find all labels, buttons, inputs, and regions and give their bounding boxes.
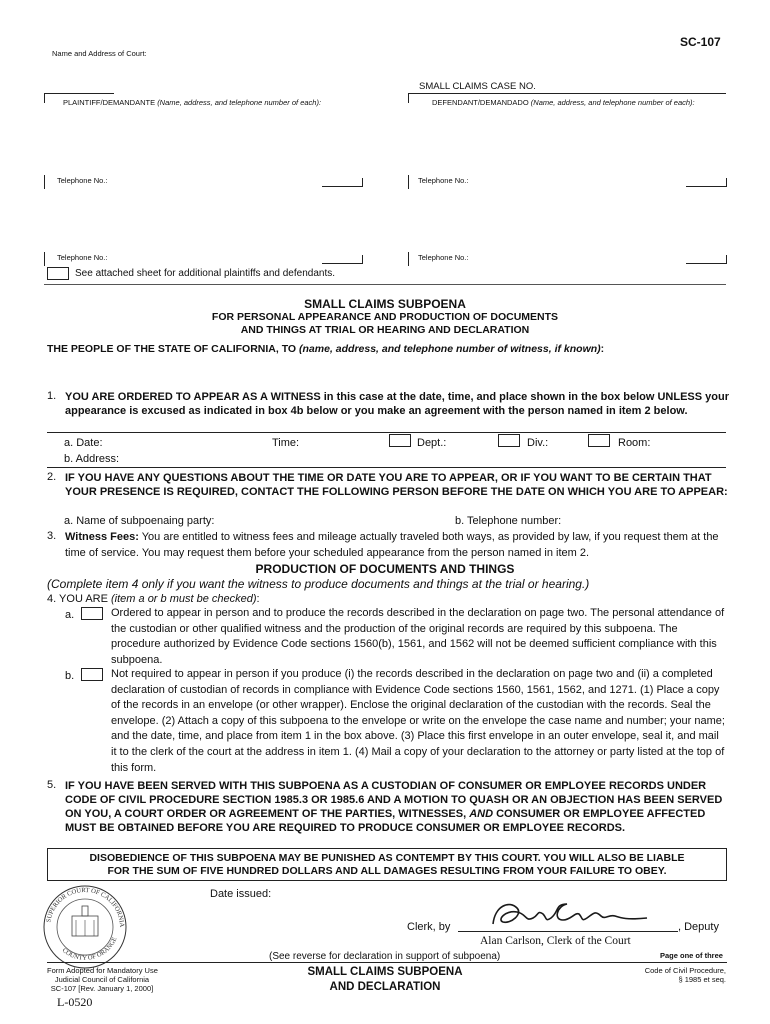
case-number-rule — [408, 93, 726, 94]
contempt-warning-line-2: FOR THE SUM OF FIVE HUNDRED DOLLARS AND ALL DAMAGES RESULTING FROM YOUR FAILURE TO OBEY. — [107, 865, 667, 877]
attached-sheet-label: See attached sheet for additional plaintiffs and defendants. — [75, 268, 336, 279]
item-4a-checkbox[interactable] — [81, 607, 103, 620]
code-reference: Code of Civil Procedure, § 1985 et seq. — [644, 966, 726, 984]
clerk-by-label: Clerk, by — [407, 921, 451, 933]
item-3-number: 3. — [47, 530, 57, 542]
form-subtitle-2: AND THINGS AT TRIAL OR HEARING AND DECLARATION — [240, 324, 530, 336]
contempt-warning-line-1: DISOBEDIENCE OF THIS SUBPOENA MAY BE PUNISHED AS CONTEMPT BY THIS COURT. YOU WILL ALSO BE LIABLE — [89, 852, 685, 864]
seal-text-bottom: COUNTY OF ORANGE — [60, 936, 119, 962]
attached-sheet-checkbox[interactable] — [47, 267, 69, 280]
reverse-note: (See reverse for declaration in support of subpoena) — [269, 951, 501, 962]
seal-text-top: SUPERIOR COURT OF CALIFORNIA — [45, 886, 126, 928]
room-box[interactable] — [588, 434, 610, 447]
production-subheading: (Complete item 4 only if you want the witness to produce documents and things at the trial or hearing.) — [47, 577, 590, 591]
people-line: THE PEOPLE OF THE STATE OF CALIFORNIA, TO (name, address, and telephone number of witness, if known): — [47, 343, 605, 355]
footer-divider — [47, 962, 727, 963]
clerk-signature-line — [458, 931, 678, 932]
dept-label: Dept.: — [417, 437, 447, 449]
item-4a-letter: a. — [65, 609, 75, 621]
tel-tick — [44, 252, 45, 266]
item-4b-checkbox[interactable] — [81, 668, 103, 681]
local-form-number: L-0520 — [57, 995, 93, 1009]
court-seal-icon — [30, 882, 140, 972]
tel-tick — [408, 175, 409, 189]
dept-box[interactable] — [389, 434, 411, 447]
div-box[interactable] — [498, 434, 520, 447]
clerk-name: Alan Carlson, Clerk of the Court — [480, 935, 631, 947]
production-heading: PRODUCTION OF DOCUMENTS AND THINGS — [255, 562, 515, 576]
item-4b-letter: b. — [65, 670, 75, 682]
plaintiff-telephone-label-2: Telephone No.: — [57, 253, 108, 262]
date-label: a. Date: — [64, 437, 103, 449]
item-2-number: 2. — [47, 471, 57, 483]
footer-title-1: SMALL CLAIMS SUBPOENA — [307, 966, 463, 978]
address-label: b. Address: — [64, 453, 120, 465]
header-divider — [44, 284, 726, 285]
item-4b-text: Not required to appear in person if you produce (i) the records described in the declaration on page two and (ii) a completed declaration of custodian of records in compliance with Evidence Code sections 1560, 1561, 1562, and 1271. (1) Place a copy of the records in an envelope (or other wrapper). Enclose the original declaration of the custodian with the records. Seal the envelope. (2) Attach a copy of this subpoena to the envelope or write on the envelope the case name and number; your name; and the date, time, and place from item 1 in the box above. (3) Place this first envelope in an outer envelope, seal it, and mail it to the clerk of the court at the address in item 1. (4) Mail a copy of your declaration to the attorney or party listed at the top of this form. — [111, 668, 725, 774]
subpoenaing-party-label: a. Name of subpoenaing party: — [64, 515, 215, 527]
room-label: Room: — [618, 437, 651, 449]
div-label: Div.: — [527, 437, 549, 449]
tel-tick — [362, 178, 363, 187]
form-number: SC-107 — [680, 35, 721, 49]
plaintiff-label: PLAINTIFF/DEMANDANTE (Name, address, and telephone number of each): — [63, 98, 322, 107]
date-issued-label: Date issued: — [210, 888, 272, 900]
tel-rule — [322, 263, 362, 264]
item-4-label: 4. YOU ARE (item a or b must be checked): — [47, 593, 260, 605]
item-5-number: 5. — [47, 779, 57, 791]
footer-title-2: AND DECLARATION — [329, 981, 441, 993]
item-1-text: YOU ARE ORDERED TO APPEAR AS A WITNESS in this case at the date, time, and place shown in the box below UNLESS your appearance is excused as indicated in box 4b below or you make an agreement with the person named in item 2 below. — [65, 391, 729, 417]
deputy-label: , Deputy — [678, 921, 719, 933]
plaintiff-box-rule — [44, 93, 114, 94]
tel-tick — [362, 255, 363, 264]
item-3-text: Witness Fees: You are entitled to witness fees and mileage actually traveled both ways, as provided by law, if you request them at the time of service. You may request them before your scheduled appearance from the person named in item 2. — [65, 531, 719, 559]
time-label: Time: — [272, 437, 300, 449]
tel-tick — [408, 252, 409, 266]
form-subtitle-1: FOR PERSONAL APPEARANCE AND PRODUCTION OF DOCUMENTS — [211, 311, 559, 323]
clerk-signature — [487, 896, 667, 934]
item-2-text: IF YOU HAVE ANY QUESTIONS ABOUT THE TIME OR DATE YOU ARE TO APPEAR, OR IF YOU WANT TO BE CERTAIN THAT YOUR PRESENCE IS REQUIRED, CONTACT THE FOLLOWING PERSON BEFORE THE DATE ON WHICH YOU ARE TO APPEAR: — [65, 472, 728, 498]
form-adopted-block: Form Adopted for Mandatory Use Judicial Council of California SC-107 [Rev. January 1, 2000] — [47, 966, 158, 993]
page-number: Page one of three — [660, 951, 723, 960]
item-5-text: IF YOU HAVE BEEN SERVED WITH THIS SUBPOENA AS A CUSTODIAN OF CONSUMER OR EMPLOYEE RECORDS UNDER CODE OF CIVIL PROCEDURE SECTION 1985.3 OR 1985.6 AND A MOTION TO QUASH OR AN OBJECTION HAS BEEN SERVED ON YOU, A COURT ORDER OR AGREEMENT OF THE PARTIES, WITNESSES, AND CONSUMER OR EMPLOYEE AFFECTED MUST BE OBTAINED BEFORE YOU ARE REQUIRED TO PRODUCE CONSUMER OR EMPLOYEE RECORDS. — [65, 780, 723, 834]
defendant-box-corner — [408, 93, 409, 103]
form-title: SMALL CLAIMS SUBPOENA — [304, 297, 466, 311]
tel-tick — [726, 178, 727, 187]
tel-rule — [322, 186, 362, 187]
defendant-telephone-label: Telephone No.: — [418, 176, 469, 185]
tel-tick — [44, 175, 45, 189]
tel-rule — [686, 263, 726, 264]
case-number-label: SMALL CLAIMS CASE NO. — [419, 81, 536, 92]
plaintiff-telephone-label: Telephone No.: — [57, 176, 108, 185]
defendant-telephone-label-2: Telephone No.: — [418, 253, 469, 262]
appearance-box-bottom — [47, 467, 726, 468]
plaintiff-box-corner — [44, 93, 45, 103]
tel-rule — [686, 186, 726, 187]
item-1-number: 1. — [47, 390, 57, 402]
court-name-label: Name and Address of Court: — [52, 49, 147, 58]
subpoenaing-phone-label: b. Telephone number: — [455, 515, 562, 527]
defendant-label: DEFENDANT/DEMANDADO (Name, address, and telephone number of each): — [432, 98, 695, 107]
appearance-box-top — [47, 432, 726, 433]
item-4a-text: Ordered to appear in person and to produce the records described in the declaration on page two. The personal attendance of the custodian or other qualified witness and the production of the original records are required by this subpoena. The procedure authorized by Evidence Code sections 1560(b), 1561, and 1562 will not be deemed sufficient compliance with this subpoena. — [111, 607, 725, 666]
tel-tick — [726, 255, 727, 264]
